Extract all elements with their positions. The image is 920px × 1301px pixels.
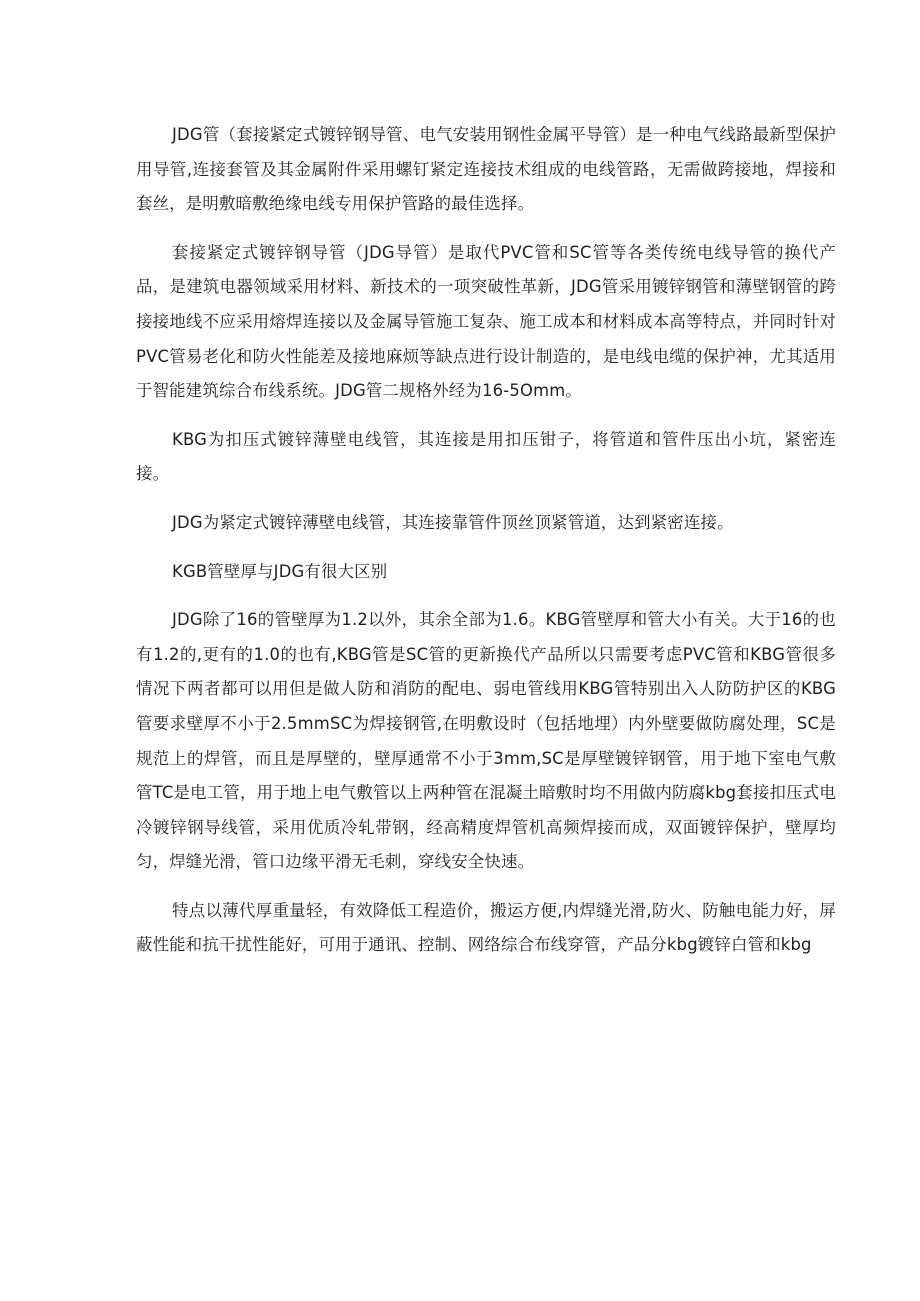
document-body bbox=[136, 118, 836, 977]
paragraph-kbg-definition: KBG为扣压式镀锌薄壁电线管，其连接是用扣压钳子，将管道和管件压出小坑，紧密连接。 bbox=[136, 429, 836, 484]
paragraph-jdg-intro: JDG管（套接紧定式镀锌钢导管、电气安装用钢性金属平导管）是一种电气线路最新型保护用导管,连接套管及其金属附件采用螺钉紧定连接技术组成的电线管路，无需做跨接地，焊接和套丝，是明敷暗敷绝缘电线专用保护管路的最佳选择。 bbox=[136, 125, 836, 214]
paragraph-comparison-heading: KGB管壁厚与JDG有很大区别 bbox=[172, 561, 388, 581]
paragraph-jdg-advantages: 套接紧定式镀锌钢导管（JDG导管）是取代PVC管和SC管等各类传统电线导管的换代产品，是建筑电器领域采用材料、新技术的一项突破性革新，JDG管采用镀锌钢管和薄壁钢管的跨接接地线不应采用熔焊连接以及金属导管施工复杂、施工成本和材料成本高等特点，并同时针对PVC管易老化和防火性能差及接地麻烦等缺点进行设计制造的，是电线电缆的保护神，尤其适用于智能建筑综合布线系统。JDG管二规格外经为16-5Omm。 bbox=[136, 242, 836, 401]
paragraph-jdg-definition: JDG为紧定式镀锌薄壁电线管，其连接靠管件顶丝顶紧管道，达到紧密连接。 bbox=[172, 512, 734, 532]
paragraph-features: 特点以薄代厚重量轻，有效降低工程造价，搬运方便,内焊缝光滑,防火、防触电能力好，屏蔽性能和抗干扰性能好，可用于通讯、控制、网络综合布线穿管，产品分kbg镀锌白管和kbg bbox=[136, 900, 836, 955]
paragraph-wall-thickness: JDG除了16的管壁厚为1.2以外，其余全部为1.6。KBG管壁厚和管大小有关。大于16的也有1.2的,更有的1.0的也有,KBG管是SC管的更新换代产品所以只需要考虑PVC管和KBG管很多情况下两者都可以用但是做人防和消防的配电、弱电管线用KBG管特别出入人防防护区的KBG管要求壁厚不小于2.5mmSC为焊接钢管,在明敷设时（包括地埋）内外壁要做防腐处理，SC是规范上的焊管，而且是厚壁的，壁厚通常不小于3mm,SC是厚壁镀锌钢管，用于地下室电气敷管TC是电工管，用于地上电气敷管以上两种管在混凝土暗敷时均不用做内防腐kbg套接扣压式电冷镀锌钢导线管，采用优质冷轧带钢，经高精度焊管机高频焊接而成，双面镀锌保护，壁厚均匀，焊缝光滑，管口边缘平滑无毛刺，穿线安全快速。 bbox=[136, 610, 836, 872]
